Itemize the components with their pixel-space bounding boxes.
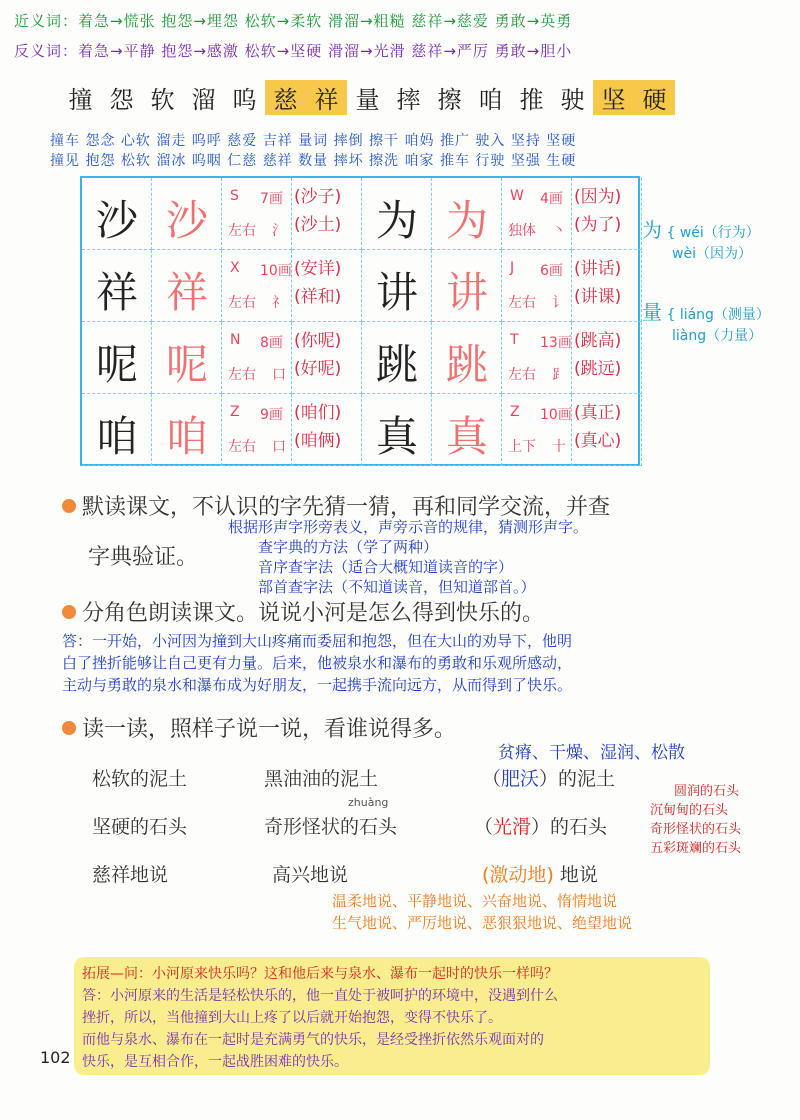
word-list-row-1: 撞车 怨念 心软 溜走 呜呼 慈爱 吉祥 量词 摔倒 擦干 咱妈 推广 驶入 坚持 坚硬 [50,133,577,149]
char-item: 摔 [396,86,421,114]
example-3-mid: 高兴地说 [272,864,349,886]
grid-structure: 左右 [508,367,536,383]
page-number: 102 [40,1048,71,1067]
grid-structure: 上下 [508,439,536,455]
grid-pinyin-initial: N [230,332,241,348]
stone-hint: 圆润的石头 沉甸甸的石头 奇形怪状的石头 五彩斑斓的石头 [650,784,742,856]
question-2: 分角色朗读课文。说说小河是怎么得到快乐的。 [62,596,544,627]
grid-strokes: 9画 [260,407,283,423]
question-3: 读一读，照样子说一说，看谁说得多。 [62,712,456,743]
grid-word-2: (为了) [574,215,622,235]
bullet-icon [62,605,76,619]
grid-radical: 十 [552,439,566,455]
example-2-mid: 奇形怪状的石头 [264,816,398,838]
grid-word-2: (祥和) [294,287,342,307]
char-item: 软 [150,86,175,114]
grid-char-trace: 跳 [445,340,488,389]
note-line: 根据形声字形旁表义，声旁示音的规律，猜测形声字。 [228,518,589,536]
char-item: 慈 [265,80,306,115]
extension-box: 拓展—问：小河原来快乐吗？这和他后来与泉水、瀑布一起时的快乐一样吗？ 答：小河原来的生活是轻松快乐的，他一直处于被呵护的环境中，没遇到什么 挫折，所以，当他撞到大山上疼了以后就开始抱怨，变得不快乐了。 而他与泉水、瀑布在一起时是充满勇气的快乐，是经受挫折依然乐观面对的 快乐，是互相合作，一起战胜困难的快乐。 [74,957,710,1075]
grid-char: 咱 [95,412,138,461]
grid-word-1: (因为) [574,187,622,207]
note-line: 部首查字法（不知道读音，但知道部首。） [258,578,536,596]
polyphone-wei: 为 { wéi（行为） wèi（因为） [642,218,760,262]
grid-word-2: (沙土) [294,215,342,235]
grid-word-1: (讲话) [574,259,622,279]
grid-char-trace: 沙 [165,196,208,245]
char-item: 擦 [437,86,462,114]
grid-char-trace: 咱 [165,412,208,461]
char-item: 溜 [191,86,216,114]
question-1-cont: 字典验证。 [88,545,199,570]
pinyin-zhuang: zhuàng [348,796,389,809]
grid-strokes: 8画 [260,335,283,351]
char-item: 硬 [634,80,675,115]
grid-structure: 左右 [228,223,256,239]
grid-word-1: (你呢) [294,331,342,351]
grid-radical: ⻊ [552,367,566,383]
grid-structure: 左右 [228,295,256,311]
grid-word-1: (沙子) [294,187,342,207]
word-list-row-2: 撞见 抱怨 松软 溜冰 呜咽 仁慈 慈祥 数量 摔坏 擦洗 咱家 推车 行驶 坚强 生硬 [50,153,577,169]
grid-word-2: (真心) [574,431,622,451]
bullet-icon [62,721,76,735]
character-grid [80,176,640,466]
grid-char: 真 [375,412,418,461]
grid-structure: 独体 [508,223,536,239]
grid-pinyin-initial: T [510,332,519,348]
note-line: 查字典的方法（学了两种） [258,538,439,556]
char-item: 驶 [560,86,585,114]
example-2-answer: （光滑）的石头 [474,816,608,838]
question-1: 默读课文，不认识的字先猜一猜，再和同学交流，并查 [62,490,610,521]
grid-strokes: 10画 [540,407,572,423]
grid-strokes: 10画 [260,263,292,279]
grid-char-trace: 讲 [445,268,488,317]
grid-pinyin-initial: J [510,260,515,276]
grid-radical: 氵 [272,223,286,239]
character-row [60,80,675,115]
grid-char: 祥 [95,268,138,317]
grid-char: 呢 [95,340,138,389]
grid-radical: 丶 [552,223,566,239]
grid-char-trace: 为 [445,196,488,245]
grid-pinyin-initial: Z [230,404,240,420]
grid-radical: 口 [272,367,286,383]
grid-word-2: (咱俩) [294,431,342,451]
grid-strokes: 6画 [540,263,563,279]
char-item: 量 [355,86,380,114]
grid-word-2: (讲课) [574,287,622,307]
grid-word-1: (安详) [294,259,342,279]
grid-word-2: (跳远) [574,359,622,379]
antonyms-line: 反义词：着急→平静 抱怨→感激 松软→坚硬 滑溜→光滑 慈祥→严厉 勇敢→胆小 [14,42,573,60]
answer-2: 答：一开始，小河因为撞到大山疼痛而委屈和抱怨，但在大山的劝导下，他明 白了挫折能够让自己更有力量。后来，他被泉水和瀑布的勇敢和乐观所感动， 主动与勇敢的泉水和瀑布成为好朋友，一起携手流向远方，从而得到了快乐。 [62,632,573,694]
grid-word-2: (好呢) [294,359,342,379]
example-3-answer: (激动地) 地说 [482,864,598,886]
grid-word-1: (真正) [574,403,622,423]
char-item: 怨 [109,86,134,114]
example-1-left: 松软的泥土 [92,768,188,790]
grid-char: 沙 [95,196,138,245]
note-line: 音序查字法（适合大概知道读音的字） [258,558,514,576]
grid-char-trace: 祥 [165,268,208,317]
grid-structure: 左右 [228,439,256,455]
char-item: 祥 [306,80,347,115]
grid-strokes: 13画 [540,335,572,351]
char-item: 呜 [232,86,257,114]
grid-char-trace: 呢 [165,340,208,389]
grid-strokes: 4画 [540,191,563,207]
grid-structure: 左右 [508,295,536,311]
grid-char: 跳 [375,340,418,389]
grid-char: 为 [375,196,418,245]
grid-pinyin-initial: W [510,188,524,204]
soil-hint: 贫瘠、干燥、湿润、松散 [498,743,685,763]
example-3-left: 慈祥地说 [92,864,169,886]
grid-word-1: (咱们) [294,403,342,423]
grid-pinyin-initial: S [230,188,239,204]
say-hint: 温柔地说、平静地说、兴奋地说、惰情地说 生气地说、严厉地说、恶狠狠地说、绝望地说 [332,892,633,932]
grid-radical: 礻 [272,295,286,311]
grid-radical: 口 [272,439,286,455]
grid-radical: 讠 [552,295,566,311]
char-item: 撞 [68,86,93,114]
grid-structure: 左右 [228,367,256,383]
synonyms-line: 近义词：着急→慌张 抱怨→埋怨 松软→柔软 滑溜→粗糙 慈祥→慈爱 勇敢→英勇 [14,12,573,30]
grid-strokes: 7画 [260,191,283,207]
grid-word-1: (跳高) [574,331,622,351]
example-2-left: 坚硬的石头 [92,816,188,838]
char-item: 推 [519,86,544,114]
polyphone-liang: 量 { liáng（测量） liàng（力量） [642,300,770,344]
char-item: 坚 [593,80,634,115]
example-1-mid: 黑油油的泥土 [264,768,379,790]
grid-char: 讲 [375,268,418,317]
grid-pinyin-initial: Z [510,404,520,420]
example-1-answer: （肥沃）的泥土 [482,768,616,790]
grid-char-trace: 真 [445,412,488,461]
bullet-icon [62,499,76,513]
grid-pinyin-initial: X [230,260,240,276]
char-item: 咱 [478,86,503,114]
